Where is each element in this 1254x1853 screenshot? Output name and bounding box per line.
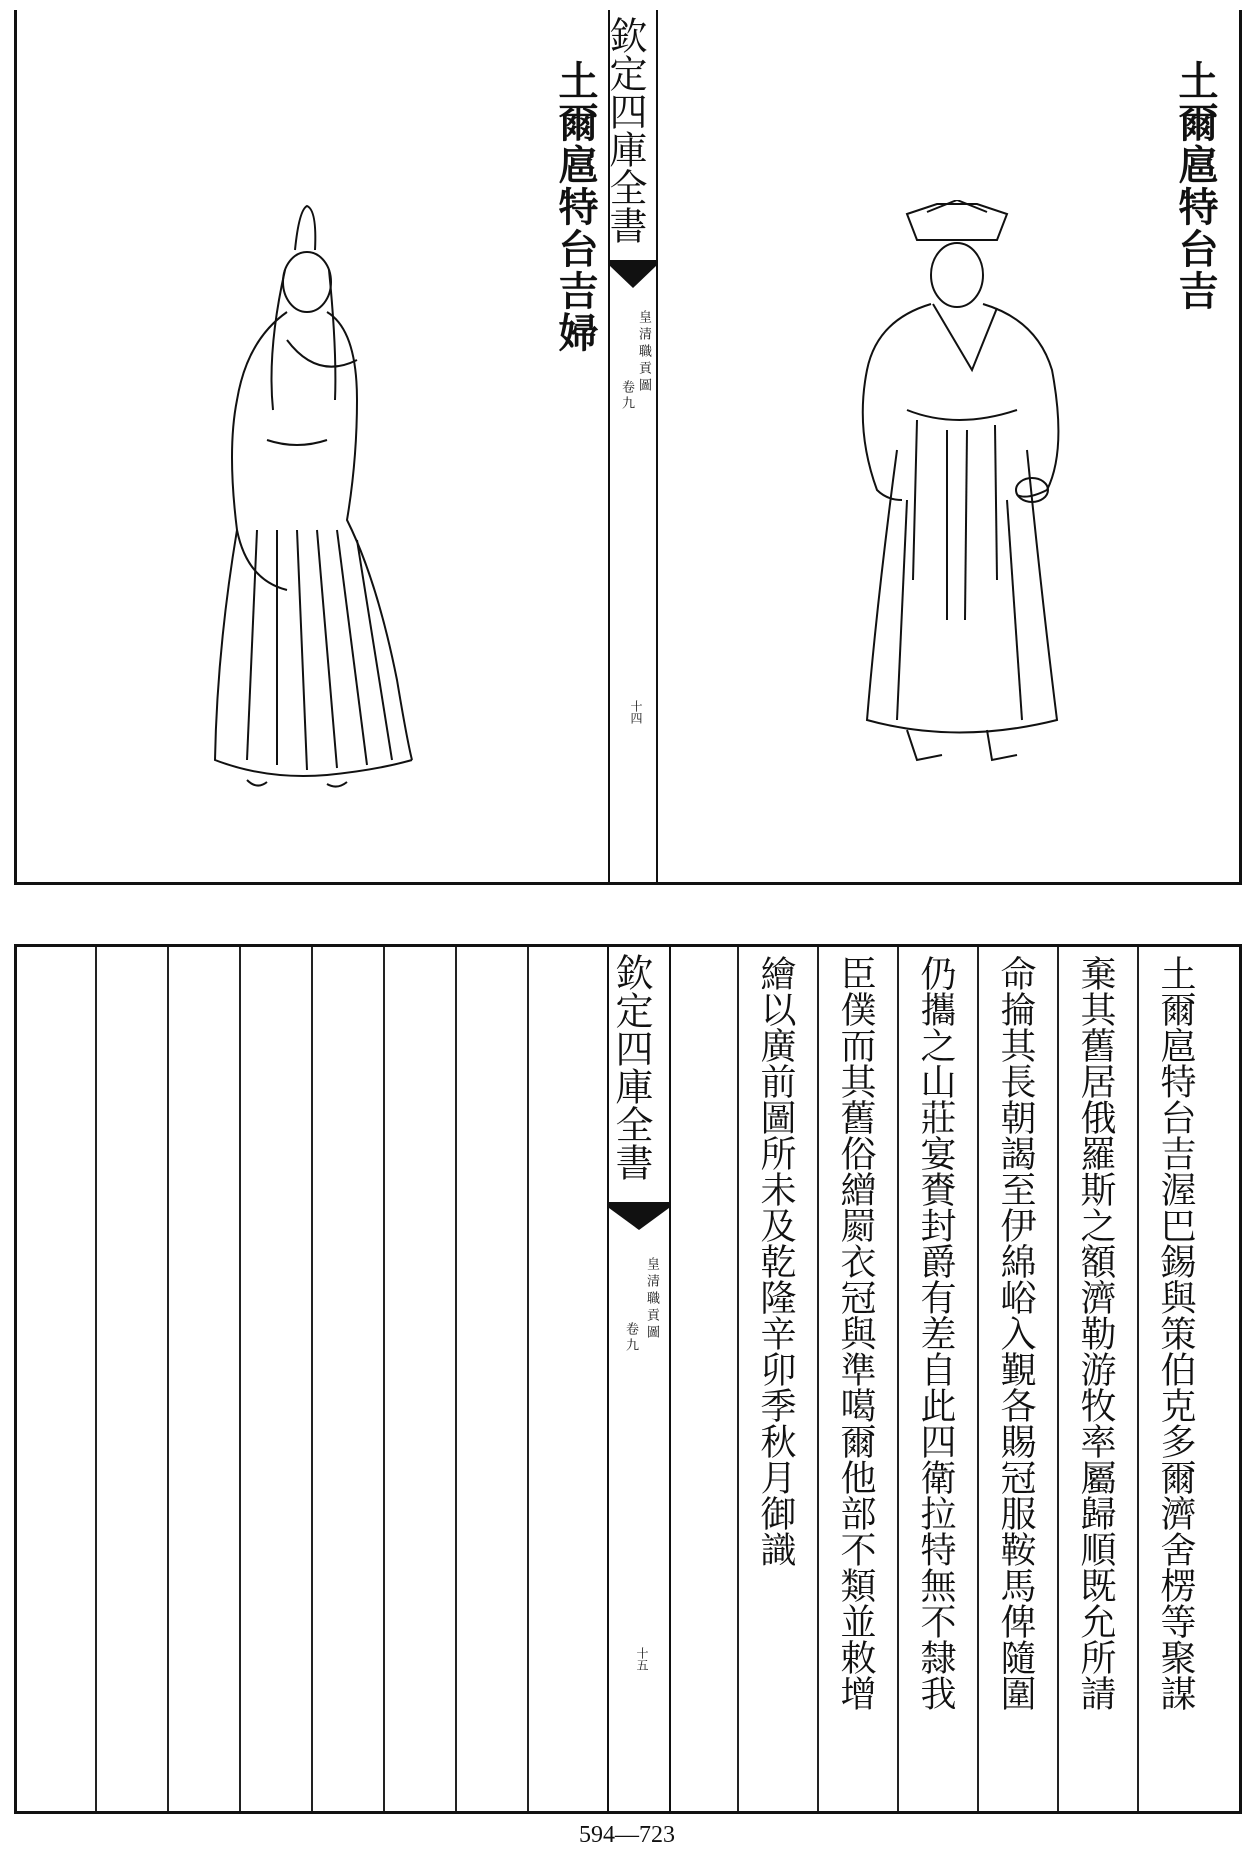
top-volume: 卷九 <box>619 380 634 412</box>
column-rule <box>897 947 899 1811</box>
column-rule <box>167 947 169 1811</box>
bottom-book-title: 欽定四庫全書 <box>609 953 653 1181</box>
column-rule <box>239 947 241 1811</box>
top-page-panel <box>14 10 1242 885</box>
figure-man-illustration <box>847 200 1107 790</box>
column-rule <box>311 947 313 1811</box>
bottom-volume: 卷九 <box>623 1322 638 1354</box>
bottom-fishtail-mark <box>609 1202 669 1234</box>
column-rule <box>383 947 385 1811</box>
column-rule <box>1137 947 1139 1811</box>
text-column-6: 繪以廣前圖所未及乾隆辛卯季秋月御識 <box>755 955 796 1567</box>
column-rule <box>95 947 97 1811</box>
text-column-4: 仍攜之山莊宴賚封爵有差自此四衛拉特無不隸我 <box>915 955 956 1711</box>
text-column-3: 命掄其長朝謁至伊綿峪入覲各賜冠服鞍馬俾隨圍 <box>995 955 1036 1711</box>
bottom-section-title: 皇清職貢圖 <box>644 1257 659 1342</box>
text-column-5: 臣僕而其舊俗繒罽衣冠與準噶爾他部不類並敕增 <box>835 955 876 1711</box>
top-fishtail-mark <box>610 260 656 292</box>
figure-woman-illustration <box>207 200 467 790</box>
column-rule <box>817 947 819 1811</box>
top-section-title: 皇清職貢圖 <box>636 310 651 395</box>
page-footer-number: 594—723 <box>579 1822 675 1848</box>
caption-right-figure: 土爾扈特台吉 <box>1172 60 1219 312</box>
top-book-title: 欽定四庫全書 <box>603 16 647 244</box>
column-rule <box>737 947 739 1811</box>
top-page-number: 十四 <box>629 700 643 724</box>
column-rule <box>1057 947 1059 1811</box>
text-column-1: 土爾扈特台吉渥巴錫與策伯克多爾濟舍楞等聚謀 <box>1155 955 1196 1711</box>
bottom-page-number: 十五 <box>635 1647 649 1671</box>
column-rule <box>527 947 529 1811</box>
text-column-2: 棄其舊居俄羅斯之額濟勒游牧率屬歸順既允所請 <box>1075 955 1116 1711</box>
column-rule <box>977 947 979 1811</box>
caption-left-figure: 土爾扈特台吉婦 <box>552 60 599 354</box>
column-rule <box>455 947 457 1811</box>
bottom-page-panel <box>14 944 1242 1814</box>
